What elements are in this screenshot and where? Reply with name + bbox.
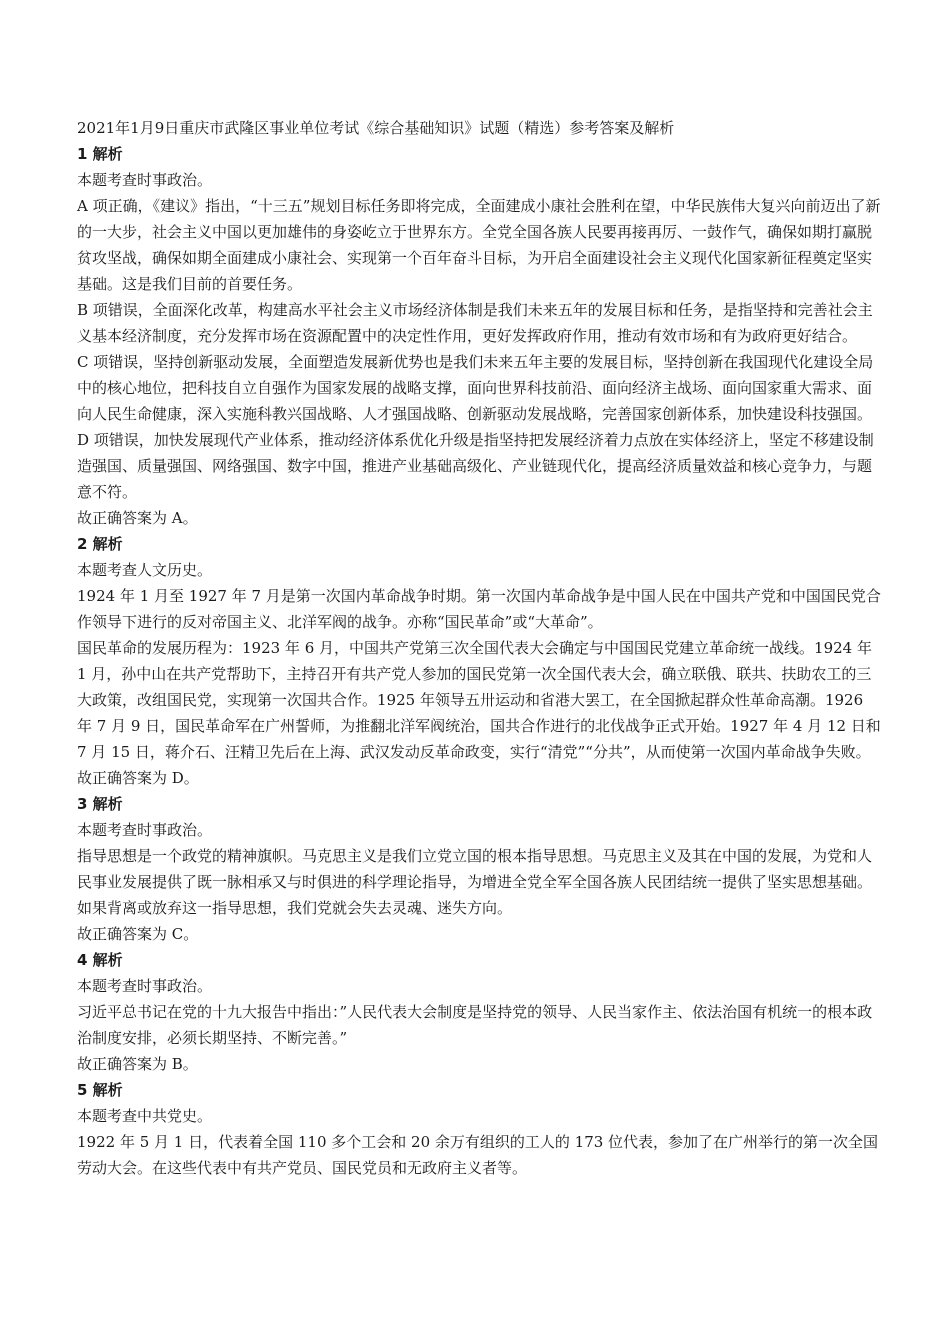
question-5-section (77, 1077, 882, 1181)
question-4-paragraph: 习近平总书记在党的十九大报告中指出：”人民代表大会制度是坚持党的领导、人民当家作主、依法治国有机统一的根本政治制度安排，必须长期坚持、不断完善。” (77, 1003, 873, 1047)
question-3-answer: 故正确答案为 C。 (77, 925, 199, 943)
document-page (77, 115, 882, 1181)
question-5-heading: 5 解析 (77, 1081, 123, 1099)
question-1-section (77, 141, 882, 531)
question-1-heading: 1 解析 (77, 145, 123, 163)
question-1-option-a: A 项正确，《建议》指出，“十三五”规划目标任务即将完成，全面建成小康社会胜利在望，中华民族伟大复兴向前迈出了新的一大步，社会主义中国以更加雄伟的身姿屹立于世界东方。全党全国各族人民要再接再厉、一鼓作气，确保如期打赢脱贫攻坚战，确保如期全面建成小康社会、实现第一个百年奋斗目标，为开启全面建设社会主义现代化国家新征程奠定坚实基础。这是我们目前的首要任务。 (77, 197, 881, 293)
question-4-answer: 故正确答案为 B。 (77, 1055, 198, 1073)
question-1-topic: 本题考查时事政治。 (77, 171, 213, 189)
question-4-section (77, 947, 882, 1077)
question-3-heading: 3 解析 (77, 795, 123, 813)
question-2-paragraph: 1924 年 1 月至 1927 年 7 月是第一次国内革命战争时期。第一次国内革命战争是中国人民在中国共产党和中国国民党合作领导下进行的反对帝国主义、北洋军阀的战争。亦称“国民革命”或“大革命”。 (77, 587, 881, 631)
question-1-option-c: C 项错误，坚持创新驱动发展，全面塑造发展新优势也是我们未来五年主要的发展目标，坚持创新在我国现代化建设全局中的核心地位，把科技自立自强作为国家发展的战略支撑，面向世界科技前沿、面向经济主战场、面向国家重大需求、面向人民生命健康，深入实施科教兴国战略、人才强国战略、创新驱动发展战略，完善国家创新体系，加快建设科技强国。 (77, 353, 874, 423)
question-4-heading: 4 解析 (77, 951, 123, 969)
question-1-option-b: B 项错误，全面深化改革，构建高水平社会主义市场经济体制是我们未来五年的发展目标和任务，是指坚持和完善社会主义基本经济制度，充分发挥市场在资源配置中的决定性作用，更好发挥政府作用，推动有效市场和有为政府更好结合。 (77, 301, 873, 345)
question-2-paragraph: 国民革命的发展历程为：1923 年 6 月，中国共产党第三次全国代表大会确定与中国国民党建立革命统一战线。1924 年 1 月，孙中山在共产党帮助下，主持召开有共产党人参加的国民党第一次全国代表大会，确立联俄、联共、扶助农工的三大政策，改组国民党，实现第一次国共合作。1925 年领导五卅运动和省港大罢工，在全国掀起群众性革命高潮。1926 年 7 月 9 日，国民革命军在广州誓师，为推翻北洋军阀统治，国共合作进行的北伐战争正式开始。1927 年 4 月 12 日和 7 月 15 日，蒋介石、汪精卫先后在上海、武汉发动反革命政变，实行“清党”“分共”，从而使第一次国内革命战争失败。 (77, 639, 881, 761)
question-2-heading: 2 解析 (77, 535, 123, 553)
question-4-topic: 本题考查时事政治。 (77, 977, 213, 995)
question-3-topic: 本题考查时事政治。 (77, 821, 213, 839)
question-1-option-d: D 项错误，加快发展现代产业体系，推动经济体系优化升级是指坚持把发展经济着力点放在实体经济上，坚定不移建设制造强国、质量强国、网络强国、数字中国，推进产业基础高级化、产业链现代化，提高经济质量效益和核心竞争力，与题意不符。 (77, 431, 874, 501)
question-2-section (77, 531, 882, 791)
question-2-answer: 故正确答案为 D。 (77, 769, 199, 787)
question-5-paragraph: 1922 年 5 月 1 日，代表着全国 110 多个工会和 20 余万有组织的工人的 173 位代表，参加了在广州举行的第一次全国劳动大会。在这些代表中有共产党员、国民党员和无政府主义者等。 (77, 1133, 879, 1177)
question-3-section (77, 791, 882, 947)
question-3-paragraph: 指导思想是一个政党的精神旗帜。马克思主义是我们立党立国的根本指导思想。马克思主义及其在中国的发展，为党和人民事业发展提供了既一脉相承又与时俱进的科学理论指导，为增进全党全军全国各族人民团结统一提供了坚实思想基础。如果背离或放弃这一指导思想，我们党就会失去灵魂、迷失方向。 (77, 847, 873, 917)
question-5-topic: 本题考查中共党史。 (77, 1107, 213, 1125)
document-title: 2021年1月9日重庆市武隆区事业单位考试《综合基础知识》试题（精选）参考答案及解析 (77, 119, 675, 137)
question-1-answer: 故正确答案为 A。 (77, 509, 198, 527)
question-2-topic: 本题考查人文历史。 (77, 561, 213, 579)
